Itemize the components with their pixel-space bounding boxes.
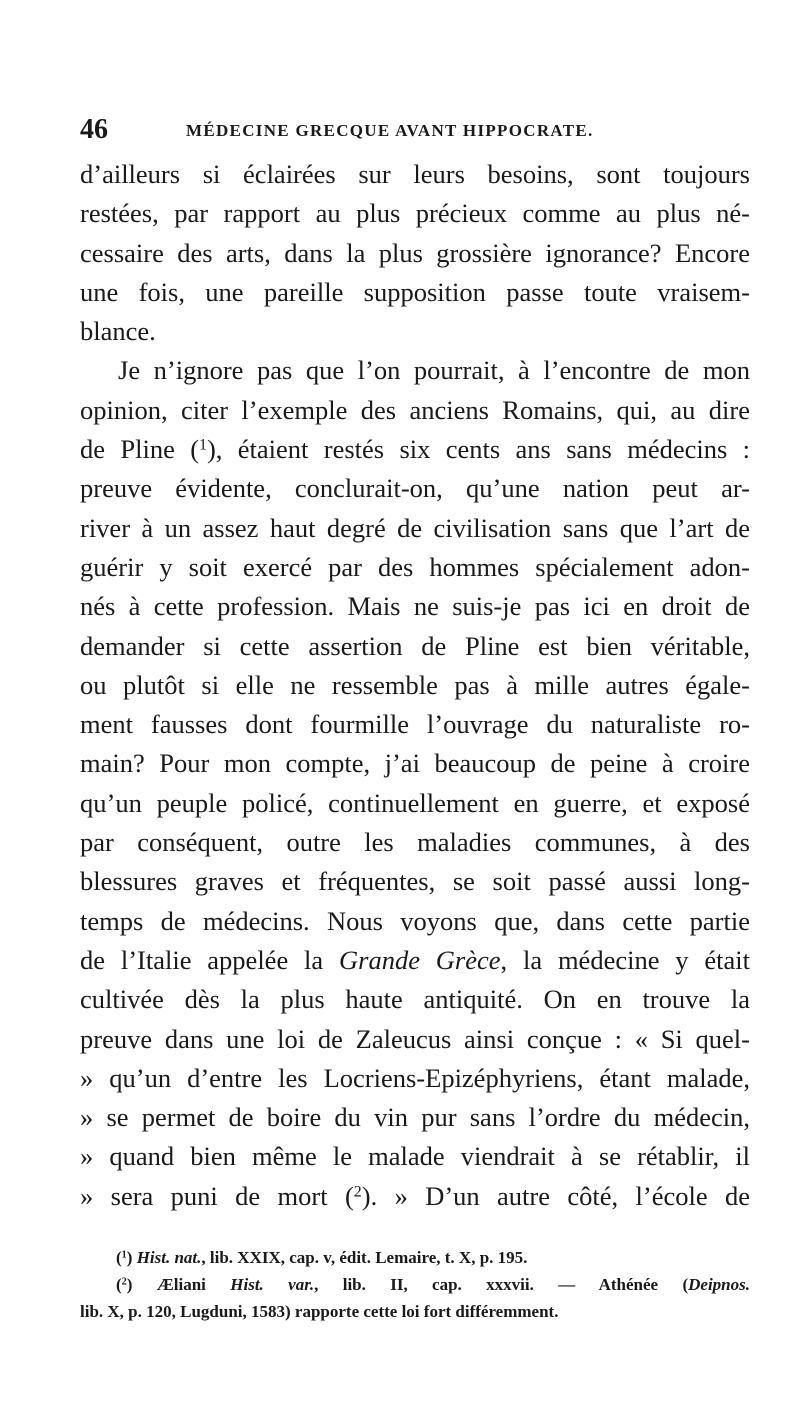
- footnote-2-continued: lib. X, p. 120, Lugduni, 1583) rapporte cette loi fort différemment.: [80, 1302, 559, 1321]
- text-span: » sera puni de mort (: [80, 1180, 354, 1211]
- text-line: [80, 941, 750, 980]
- text-line: preuve évidente, conclurait-on, qu’une nation peut ar-: [80, 473, 750, 504]
- footnote-ref: 2: [353, 1182, 362, 1200]
- text-line: restées, par rapport au plus précieux comme au plus né-: [80, 198, 750, 229]
- page-header: [80, 114, 740, 148]
- footnote-number: 2: [121, 1276, 127, 1288]
- text-line: ment fausses dont fourmille l’ouvrage du naturaliste ro-: [80, 709, 750, 740]
- fn-italic: Hist. nat.: [136, 1248, 202, 1267]
- text-line: [80, 1177, 750, 1216]
- text-line: cultivée dès la plus haute antiquité. On en trouve la: [80, 984, 750, 1015]
- text-line: une fois, une pareille supposition passe toute vraisem-: [80, 276, 750, 307]
- text-span: , la médecine y était: [500, 944, 750, 975]
- text-line: d’ailleurs si éclairées sur leurs besoins, sont toujours: [80, 159, 750, 189]
- footnote-ref: 1: [199, 436, 207, 454]
- footnotes: [80, 1244, 750, 1325]
- page-number: 46: [80, 114, 108, 145]
- text-line: temps de médecins. Nous voyons que, dans cette partie: [80, 905, 750, 936]
- fn-italic: Deipnos.: [688, 1275, 750, 1294]
- text-line: qu’un peuple policé, continuellement en guerre, et exposé: [80, 787, 750, 818]
- footnote-number: 1: [121, 1249, 127, 1261]
- fn-text: , lib. XXIX, cap. v, édit. Lemaire, t. X, p. 195.: [201, 1248, 528, 1267]
- text-span: de l’Italie appelée la: [80, 944, 339, 975]
- body-text: [80, 155, 750, 1216]
- footnote-2: [80, 1271, 750, 1298]
- text-line: Je n’ignore pas que l’on pourrait, à l’encontre de mon: [118, 355, 750, 386]
- text-line: [80, 430, 750, 469]
- text-span: de Pline (: [80, 434, 200, 465]
- text-line: nés à cette profession. Mais ne suis-je pas ici en droit de: [80, 591, 750, 622]
- text-line: guérir y soit exercé par des hommes spécialement adon-: [80, 551, 750, 582]
- text-span: ). » D’un autre côté, l’école de: [361, 1180, 750, 1211]
- fn-text: (: [116, 1275, 122, 1294]
- text-line: blessures graves et fréquentes, se soit passé aussi long-: [80, 866, 750, 897]
- text-line: river à un assez haut degré de civilisation sans que l’art de: [80, 512, 750, 543]
- fn-text: ): [126, 1248, 137, 1267]
- fn-text: , lib. II, cap. xxxvii. — Athénée (: [314, 1275, 689, 1294]
- running-title: MÉDECINE GRECQUE AVANT HIPPOCRATE.: [186, 121, 594, 140]
- fn-text: ) Æliani: [126, 1275, 231, 1294]
- text-line: preuve dans une loi de Zaleucus ainsi conçue : « Si quel-: [80, 1023, 750, 1054]
- text-line: » se permet de boire du vin pur sans l’ordre du médecin,: [80, 1102, 750, 1133]
- text-line: par conséquent, outre les maladies communes, à des: [80, 827, 750, 858]
- text-line: » quand bien même le malade viendrait à se rétablir, il: [80, 1141, 750, 1172]
- text-line: opinion, citer l’exemple des anciens Romains, qui, au dire: [80, 394, 750, 425]
- fn-text: (: [116, 1248, 122, 1267]
- italic-term: Grande Grèce: [339, 944, 501, 975]
- text-line: ou plutôt si elle ne ressemble pas à mille autres égale-: [80, 669, 750, 700]
- text-line: blance.: [80, 316, 156, 347]
- fn-italic: Hist. var.: [230, 1275, 315, 1294]
- text-line: demander si cette assertion de Pline est bien véritable,: [80, 630, 750, 661]
- footnote-1: [80, 1244, 750, 1271]
- text-span: ), étaient restés six cents ans sans médecins :: [206, 434, 751, 465]
- text-line: » qu’un d’entre les Locriens-Epizéphyriens, étant malade,: [80, 1062, 750, 1093]
- text-line: main? Pour mon compte, j’ai beaucoup de peine à croire: [80, 748, 750, 779]
- text-line: cessaire des arts, dans la plus grossière ignorance? Encore: [80, 237, 750, 268]
